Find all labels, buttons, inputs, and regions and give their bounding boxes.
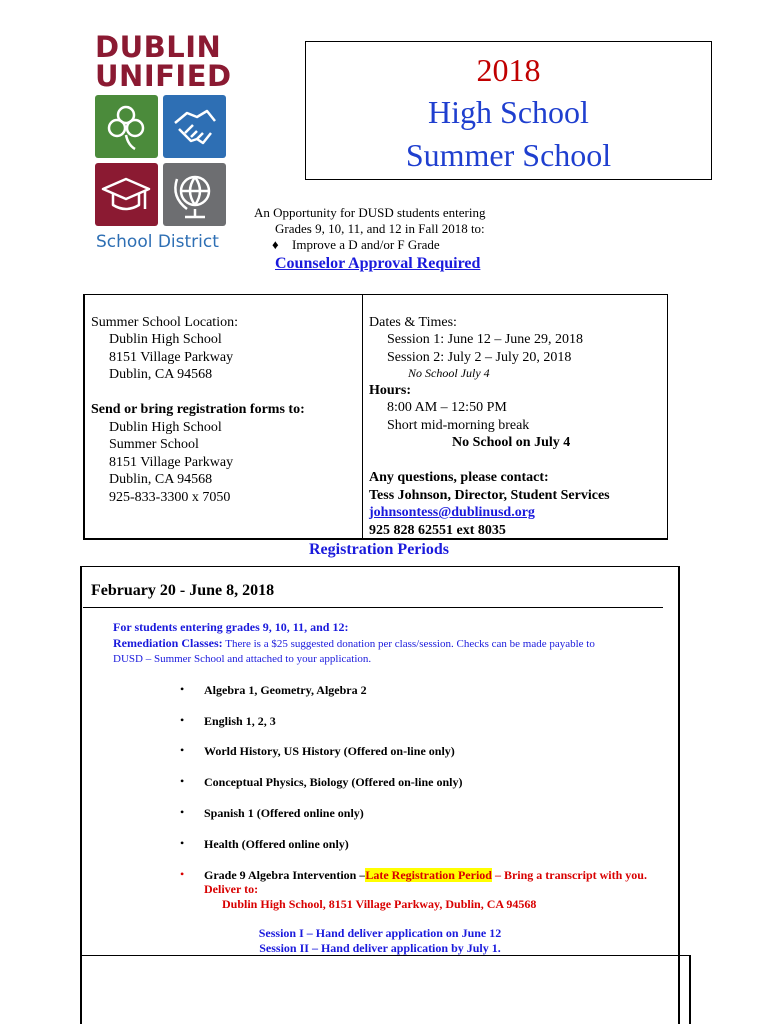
remediation-text: There is a $25 suggested donation per class/session. Checks can be made payable to [222, 638, 595, 650]
bullet-icon: • [180, 682, 185, 696]
location-line: Dublin High School [109, 332, 222, 347]
session-2-dates: Session 2: July 2 – July 20, 2018 [387, 350, 572, 365]
bullet-icon: • [180, 805, 185, 819]
break-note: Short mid-morning break [387, 418, 530, 433]
intro-bullet-icon: ♦ [272, 237, 279, 252]
deliver-to-label: Deliver to: [204, 882, 259, 896]
remediation-label: Remediation Classes: [113, 636, 223, 650]
deliver-address: Dublin High School, 8151 Village Parkway, Dublin, CA 94568 [222, 897, 537, 911]
registration-period: February 20 - June 8, 2018 [91, 582, 275, 599]
no-school-note: No School July 4 [408, 366, 490, 380]
logo-district-name: School District [96, 232, 219, 252]
no-school-july-4: No School on July 4 [452, 435, 571, 450]
remediation-text-line2: DUSD – Summer School and attached to your application. [113, 653, 372, 665]
title-year: 2018 [476, 52, 541, 88]
course-item: English 1, 2, 3 [204, 714, 276, 728]
bullet-icon: • [180, 713, 185, 727]
hours-value: 8:00 AM – 12:50 PM [387, 400, 507, 415]
globe-icon [163, 163, 226, 226]
send-forms-heading: Send or bring registration forms to: [91, 402, 305, 417]
intro-line1: An Opportunity for DUSD students entering [254, 205, 486, 220]
send-forms-line: 8151 Village Parkway [109, 455, 234, 470]
location-line: Dublin, CA 94568 [109, 367, 213, 382]
course-item: World History, US History (Offered on-line only) [204, 744, 455, 758]
title-summer-school: Summer School [405, 137, 612, 173]
session-ii-deadline: Session II – Hand deliver application by July 1. [259, 941, 501, 955]
algebra-intervention-item [204, 868, 647, 883]
counselor-approval: Counselor Approval Required [275, 255, 481, 272]
course-item: Algebra 1, Geometry, Algebra 2 [204, 683, 367, 697]
info-table-divider [362, 294, 363, 540]
for-students-heading: For students entering grades 9, 10, 11, and 12: [113, 620, 349, 634]
title-high-school: High School [428, 94, 589, 130]
session-i-deadline: Session I – Hand deliver application on June 12 [258, 926, 502, 940]
logo-title-line1: DUBLIN [95, 30, 222, 64]
handshake-icon [163, 95, 226, 158]
contact-phone: 925 828 62551 ext 8035 [369, 523, 506, 538]
contact-email-link[interactable]: johnsontess@dublinusd.org [369, 505, 535, 520]
graduation-cap-icon [95, 163, 158, 226]
contact-name: Tess Johnson, Director, Student Services [369, 488, 610, 503]
hours-heading: Hours: [369, 383, 411, 398]
course-item: Conceptual Physics, Biology (Offered on-line only) [204, 775, 463, 789]
bullet-icon: • [180, 743, 185, 757]
period-divider [83, 607, 663, 608]
send-forms-line: Dublin, CA 94568 [109, 472, 213, 487]
title-box [305, 41, 712, 180]
bullet-icon: • [180, 774, 185, 788]
contact-heading: Any questions, please contact: [369, 470, 549, 485]
bottom-divider [80, 955, 691, 956]
course-item: Health (Offered online only) [204, 837, 349, 851]
registration-heading: Registration Periods [309, 541, 449, 558]
shamrock-icon [95, 95, 158, 158]
algebra-intervention-label: Grade 9 Algebra Intervention – [204, 868, 366, 882]
send-forms-line: Summer School [109, 437, 199, 452]
bullet-icon: • [180, 867, 185, 881]
dates-heading: Dates & Times: [369, 315, 457, 330]
bullet-icon: • [180, 836, 185, 850]
session-1-dates: Session 1: June 12 – June 29, 2018 [387, 332, 583, 347]
intro-line2: Grades 9, 10, 11, and 12 in Fall 2018 to: [275, 221, 485, 236]
send-forms-line: Dublin High School [109, 420, 222, 435]
location-line: 8151 Village Parkway [109, 350, 234, 365]
bottom-right-border [689, 955, 691, 1024]
late-registration-highlight: Late Registration Period [365, 868, 492, 882]
transcript-note: – Bring a transcript with you. [491, 868, 647, 882]
logo-title-line2: UNIFIED [95, 59, 232, 93]
send-forms-phone: 925-833-3300 x 7050 [109, 490, 231, 505]
remediation-line [113, 635, 663, 652]
intro-bullet-text: Improve a D and/or F Grade [292, 237, 440, 252]
course-item: Spanish 1 (Offered online only) [204, 806, 364, 820]
location-heading: Summer School Location: [91, 315, 238, 330]
